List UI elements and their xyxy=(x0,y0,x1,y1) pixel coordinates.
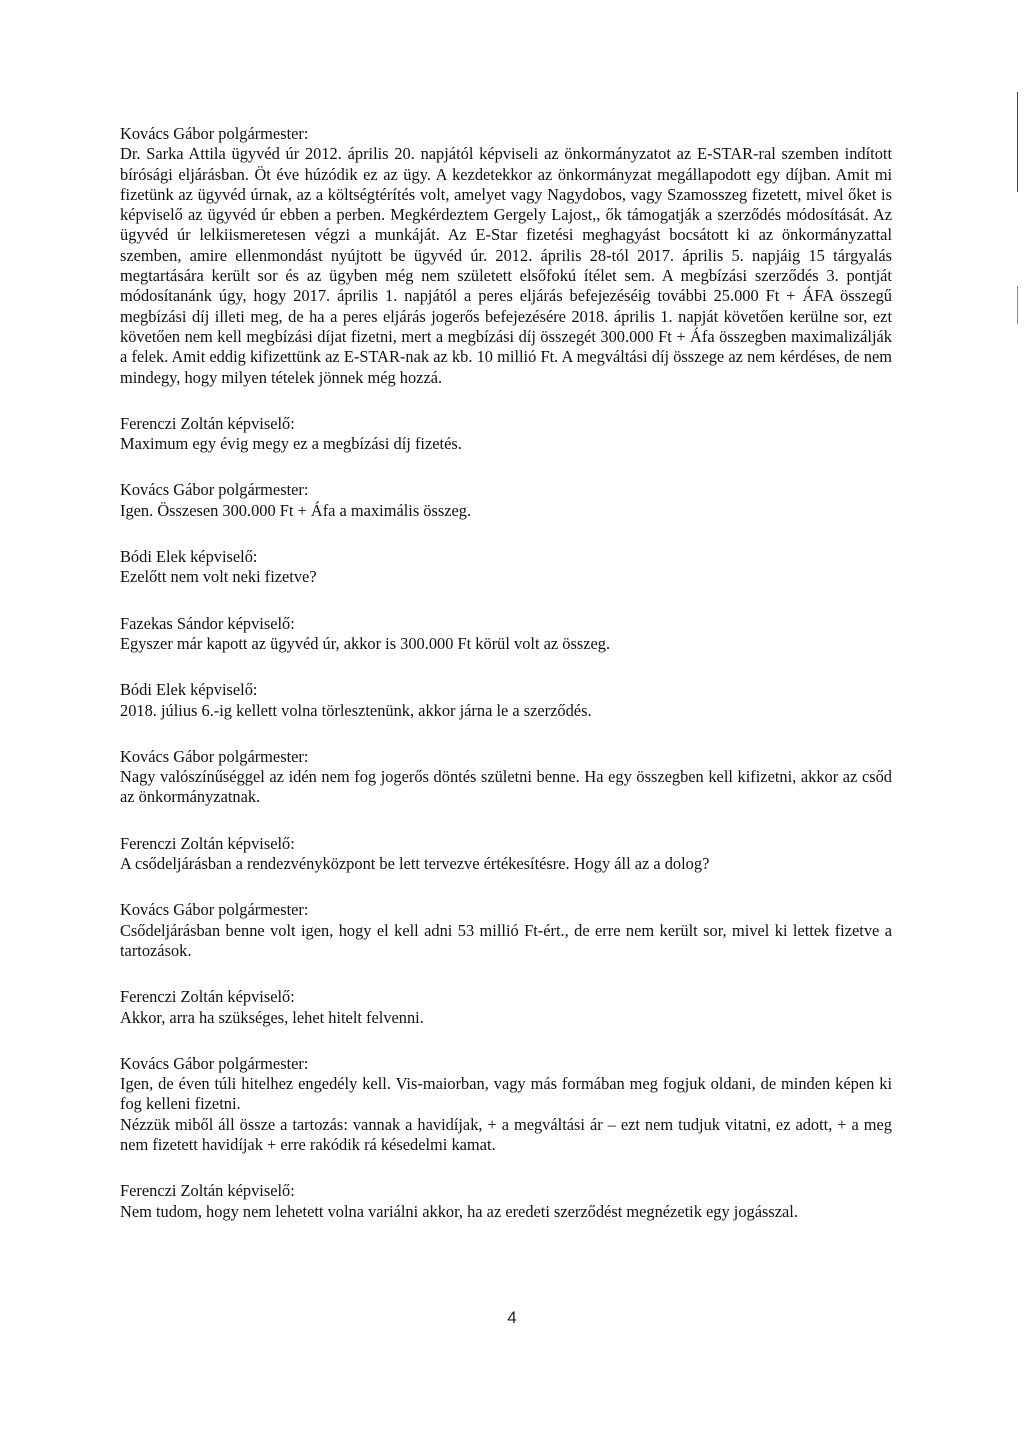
speaker-name: Kovács Gábor polgármester: xyxy=(120,480,309,500)
scan-edge-line xyxy=(1017,286,1018,324)
speaker-name: Ferenczi Zoltán képviselő: xyxy=(120,987,295,1007)
speaker-name: Kovács Gábor polgármester: xyxy=(120,124,309,143)
speech-text: Igen, de éven túli hitelhez engedély kell. Vis-maiorban, vagy más formában meg fogjuk oldani, de minden képen ki fog kelleni fizetni. xyxy=(120,1074,892,1114)
speech-text: A csődeljárásban a rendezvényközpont be lett tervezve értékesítésre. Hogy áll az a dolog? xyxy=(120,854,710,874)
speech-block xyxy=(120,747,892,808)
scan-edge-line xyxy=(1017,92,1018,192)
speaker-name: Fazekas Sándor képviselő: xyxy=(120,613,295,633)
speech-text: Ezelőtt nem volt neki fizetve? xyxy=(120,567,317,587)
speech-block xyxy=(120,900,892,961)
speech-text: Igen. Összesen 300.000 Ft + Áfa a maximális összeg. xyxy=(120,500,472,520)
speaker-name: Kovács Gábor polgármester: xyxy=(120,746,309,766)
speech-text: Dr. Sarka Attila ügyvéd úr 2012. április 20. napjától képviseli az önkormányzatot az E-STAR-ral szemben indított bírósági eljárásban. Öt éve húzódik ez az ügy. A kezdetekkor az önkormányzat megállapodott egy díjban. Amit mi fizetünk az ügyvéd úrnak, az a költségtérítés volt, amelyet vagy Nagydobos, vagy Szamosszeg fizetett, mivel őket is képviselő az ügyvéd úr ebben a perben. Megkérdeztem Gergely Lajost,, ők támogatják a szerződés módosítását. Az ügyvéd úr lelkiismeretesen végzi a munkáját. Az E-Star fizetési meghagyást bocsátott ki az önkormányzattal szemben, amire ellenmondást nyújtott be ügyvéd úr. 2012. április 28-tól 2017. április 5. napjáig 15 tárgyalás megtartására került sor és az ügyben még nem született elsőfokú ítélet sem. A megbízási szerződés 3. pontját módosítanánk úgy, hogy 2017. április 1. napjától a peres eljárás befejezéséig további 25.000 Ft + ÁFA összegű megbízási díj illeti meg, de ha a peres eljárás jogerős befejezésére 2018. április 1. napját követően kerülne sor, ezt követően nem kell megbízási díjat fizetni, mert a megbízási díj összegét 300.000 Ft + Áfa összegben maximalizálják a felek. Amit eddig kifizettünk az E-STAR-nak az kb. 10 millió Ft. A megváltási díj összege az nem kérdéses, de nem mindegy, hogy milyen tételek jönnek még hozzá. xyxy=(120,144,892,387)
speaker-name: Ferenczi Zoltán képviselő: xyxy=(120,413,295,433)
speaker-name: Ferenczi Zoltán képviselő: xyxy=(120,833,295,853)
speaker-name: Kovács Gábor polgármester: xyxy=(120,900,309,920)
speaker-name: Bódi Elek képviselő: xyxy=(120,680,258,700)
speech-text: Akkor, arra ha szükséges, lehet hitelt felvenni. xyxy=(120,1007,424,1027)
speech-block xyxy=(120,1181,892,1222)
speech-block xyxy=(120,414,892,455)
speaker-name: Bódi Elek képviselő: xyxy=(120,547,258,567)
speech-text: Nem tudom, hogy nem lehetett volna variálni akkor, ha az eredeti szerződést megnézetik egy jogásszal. xyxy=(120,1201,798,1221)
page-number: 4 xyxy=(507,1308,517,1327)
speech-block xyxy=(120,834,892,875)
speaker-name: Kovács Gábor polgármester: xyxy=(120,1053,309,1073)
speech-block xyxy=(120,547,892,588)
speech-block xyxy=(120,124,892,388)
speech-block xyxy=(120,1054,892,1155)
minutes-content xyxy=(120,124,892,1248)
speech-text: 2018. július 6.-ig kellett volna törlesztenünk, akkor járna le a szerződés. xyxy=(120,700,592,720)
speech-block xyxy=(120,987,892,1028)
speech-block xyxy=(120,480,892,521)
speech-text: Nagy valószínűséggel az idén nem fog jogerős döntés születni benne. Ha egy összegben kell kifizetni, akkor az csőd az önkormányzatnak. xyxy=(120,767,892,807)
speech-text: Egyszer már kapott az ügyvéd úr, akkor is 300.000 Ft körül volt az összeg. xyxy=(120,633,611,653)
speech-text: Nézzük miből áll össze a tartozás: vannak a havidíjak, + a megváltási ár – ezt nem tudjuk vitatni, ez adott, + a meg nem fizetett havidíjak + erre rakódik rá késedelmi kamat. xyxy=(120,1114,892,1154)
speech-text: Csődeljárásban benne volt igen, hogy el kell adni 53 millió Ft-ért., de erre nem került sor, mivel ki lettek fizetve a tartozások. xyxy=(120,920,892,960)
speech-text: Maximum egy évig megy ez a megbízási díj fizetés. xyxy=(120,434,462,454)
speech-block xyxy=(120,680,892,721)
speaker-name: Ferenczi Zoltán képviselő: xyxy=(120,1181,295,1201)
speech-block xyxy=(120,614,892,655)
